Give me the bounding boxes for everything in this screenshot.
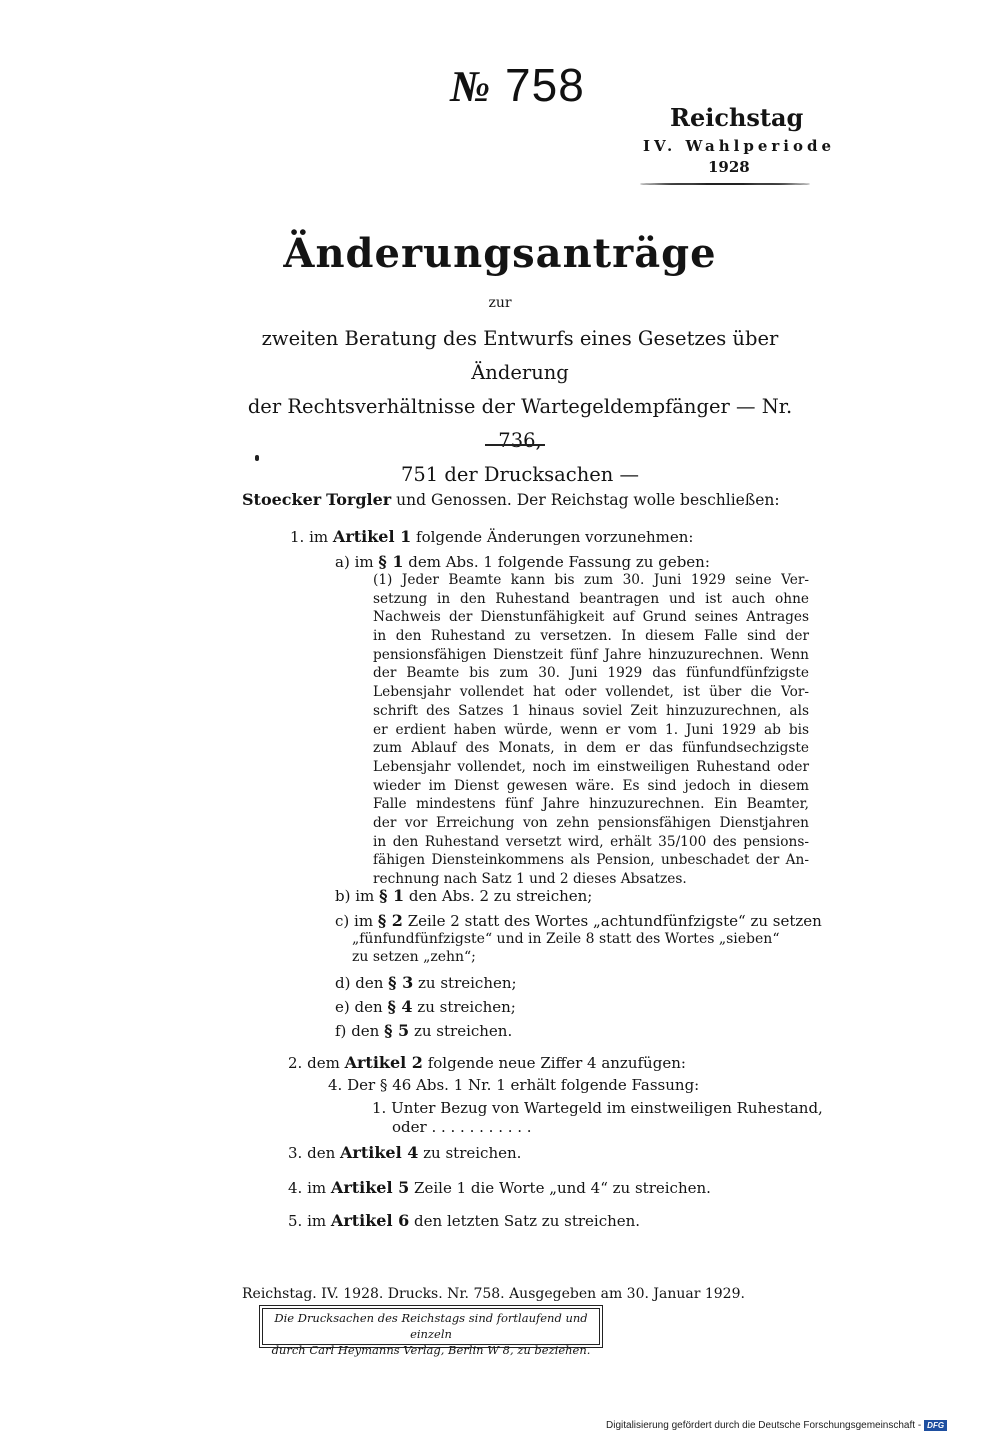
movers-line bbox=[242, 490, 780, 509]
paragraph-ref: § 1 bbox=[378, 552, 404, 571]
title-connector: zur bbox=[488, 295, 512, 311]
article-ref: Artikel 2 bbox=[344, 1053, 423, 1072]
quote-line: (1) Jeder Beamte kann bis zum 30. Juni 1929 seine Ver- bbox=[373, 572, 809, 588]
item-2-sub-4: 4. Der § 46 Abs. 1 Nr. 1 erhält folgende Fassung: bbox=[328, 1076, 700, 1094]
quote-line: in den Ruhestand versetzt wird, erhält 35/100 des pensions- bbox=[373, 833, 809, 850]
document-number-value: 758 bbox=[505, 59, 585, 111]
subtitle-line: der Rechtsverhältnisse der Wartegeldempfänger — Nr. 736, bbox=[247, 395, 793, 452]
paragraph-ref: § 1 bbox=[379, 886, 405, 905]
period-year: 1928 bbox=[708, 158, 750, 176]
quote-line: Falle mindestens fünf Jahre hinzuzurechnen. Ein Beamter, bbox=[373, 796, 809, 813]
quote-line: setzung in den Ruhestand beantragen und ist auch ohne bbox=[373, 590, 809, 607]
item-1d: d) den § 3 zu streichen; bbox=[335, 973, 517, 992]
mover-name: Torgler bbox=[326, 490, 392, 509]
item-2: 2. dem Artikel 2 folgende neue Ziffer 4 anzufügen: bbox=[288, 1053, 686, 1072]
page-title: Änderungsanträge bbox=[283, 230, 717, 277]
publisher-notice bbox=[262, 1308, 600, 1357]
dfg-logo: DFG bbox=[924, 1420, 947, 1431]
item-3: 3. den Artikel 4 zu streichen. bbox=[288, 1143, 522, 1162]
article-ref: Artikel 6 bbox=[330, 1211, 410, 1230]
article-ref: Artikel 1 bbox=[332, 527, 412, 546]
item-5: 5. im Artikel 6 den letzten Satz zu streichen. bbox=[288, 1211, 641, 1230]
print-speck bbox=[255, 455, 259, 461]
item-2-sub-4-1: 1. Unter Bezug von Wartegeld im einstweiligen Ruhestand, bbox=[372, 1099, 823, 1117]
quote-line: er erdient haben würde, wenn er vom 1. Juni 1929 ab bis bbox=[373, 721, 809, 738]
article-ref: Artikel 5 bbox=[330, 1178, 410, 1197]
item-1a: a) im § 1 dem Abs. 1 folgende Fassung zu geben: bbox=[335, 552, 710, 571]
item-2-sub-4-1-cont: oder . . . . . . . . . . . bbox=[392, 1118, 532, 1136]
quote-line: Lebensjahr vollendet hat oder vollendet, ist über die Vor- bbox=[373, 684, 809, 701]
mover-name: Stoecker bbox=[242, 490, 322, 509]
electoral-period: IV. Wahlperiode bbox=[643, 137, 836, 155]
title-divider bbox=[485, 444, 545, 446]
paragraph-ref: § 2 bbox=[377, 911, 403, 930]
header-divider bbox=[640, 183, 810, 185]
item-4: 4. im Artikel 5 Zeile 1 die Worte „und 4“ zu streichen. bbox=[288, 1178, 711, 1197]
item-1f: f) den § 5 zu streichen. bbox=[335, 1021, 513, 1040]
item-1b: b) im § 1 den Abs. 2 zu streichen; bbox=[335, 886, 593, 905]
item-1c-continuation: „fünfundfünfzigste“ und in Zeile 8 statt des Wortes „sieben“ bbox=[352, 931, 780, 947]
quoted-paragraph bbox=[373, 571, 809, 889]
quote-line: in den Ruhestand zu versetzen. In diesem Falle sind der bbox=[373, 628, 809, 645]
reichstag-label: Reichstag bbox=[670, 103, 804, 132]
subtitle-line: zweiten Beratung des Entwurfs eines Gesetzes über Änderung bbox=[261, 327, 779, 384]
credit-text: Digitalisierung gefördert durch die Deutsche Forschungsgemeinschaft - bbox=[606, 1420, 922, 1431]
subtitle-line: 751 der Drucksachen — bbox=[400, 463, 640, 486]
item-1c: c) im § 2 Zeile 2 statt des Wortes „achtundfünfzigste“ zu setzen bbox=[335, 911, 822, 930]
publisher-notice-line: Die Drucksachen des Reichstags sind fortlaufend und einzeln bbox=[274, 1311, 588, 1341]
quote-line: rechnung nach Satz 1 und 2 dieses Absatzes. bbox=[373, 871, 687, 887]
quote-line: Nachweis der Dienstunfähigkeit auf Grund seines Antrages bbox=[373, 609, 809, 626]
item-1e: e) den § 4 zu streichen; bbox=[335, 997, 516, 1016]
issue-info: Reichstag. IV. 1928. Drucks. Nr. 758. Ausgegeben am 30. Januar 1929. bbox=[242, 1286, 745, 1302]
article-ref: Artikel 4 bbox=[340, 1143, 419, 1162]
item-1: 1. im Artikel 1 folgende Änderungen vorzunehmen: bbox=[290, 527, 694, 546]
quote-line: fähigen Diensteinkommens als Pension, unbeschadet der An- bbox=[373, 852, 809, 869]
quote-line: Lebensjahr vollendet, noch im einstweiligen Ruhestand oder bbox=[373, 758, 809, 775]
paragraph-ref: § 4 bbox=[387, 997, 413, 1016]
quote-line: der vor Erreichung von zehn pensionsfähigen Dienstjahren bbox=[373, 814, 809, 831]
quote-line: pensionsfähigen Dienstzeit fünf Jahre hinzuzurechnen. Wenn bbox=[373, 646, 809, 663]
quote-line: wieder im Dienst gewesen wäre. Es sind jedoch in diesem bbox=[373, 777, 809, 794]
quote-line: schrift des Satzes 1 hinaus soviel Zeit hinzuzurechnen, als bbox=[373, 702, 809, 719]
paragraph-ref: § 5 bbox=[384, 1021, 410, 1040]
subtitle bbox=[230, 322, 810, 492]
digitization-credit bbox=[606, 1420, 947, 1431]
quote-line: der Beamte bis zum 30. Juni 1929 das fünfundfünfzigste bbox=[373, 665, 809, 682]
quote-line: zum Ablauf des Monats, in dem er das fünfundsechzigste bbox=[373, 740, 809, 757]
document-number bbox=[450, 58, 585, 112]
motion-intro: und Genossen. Der Reichstag wolle beschließen: bbox=[396, 491, 780, 509]
item-1c-continuation: zu setzen „zehn“; bbox=[352, 949, 476, 965]
number-sign: № bbox=[450, 62, 492, 111]
paragraph-ref: § 3 bbox=[388, 973, 414, 992]
publisher-notice-line: durch Carl Heymanns Verlag, Berlin W 8, zu beziehen. bbox=[271, 1343, 591, 1357]
